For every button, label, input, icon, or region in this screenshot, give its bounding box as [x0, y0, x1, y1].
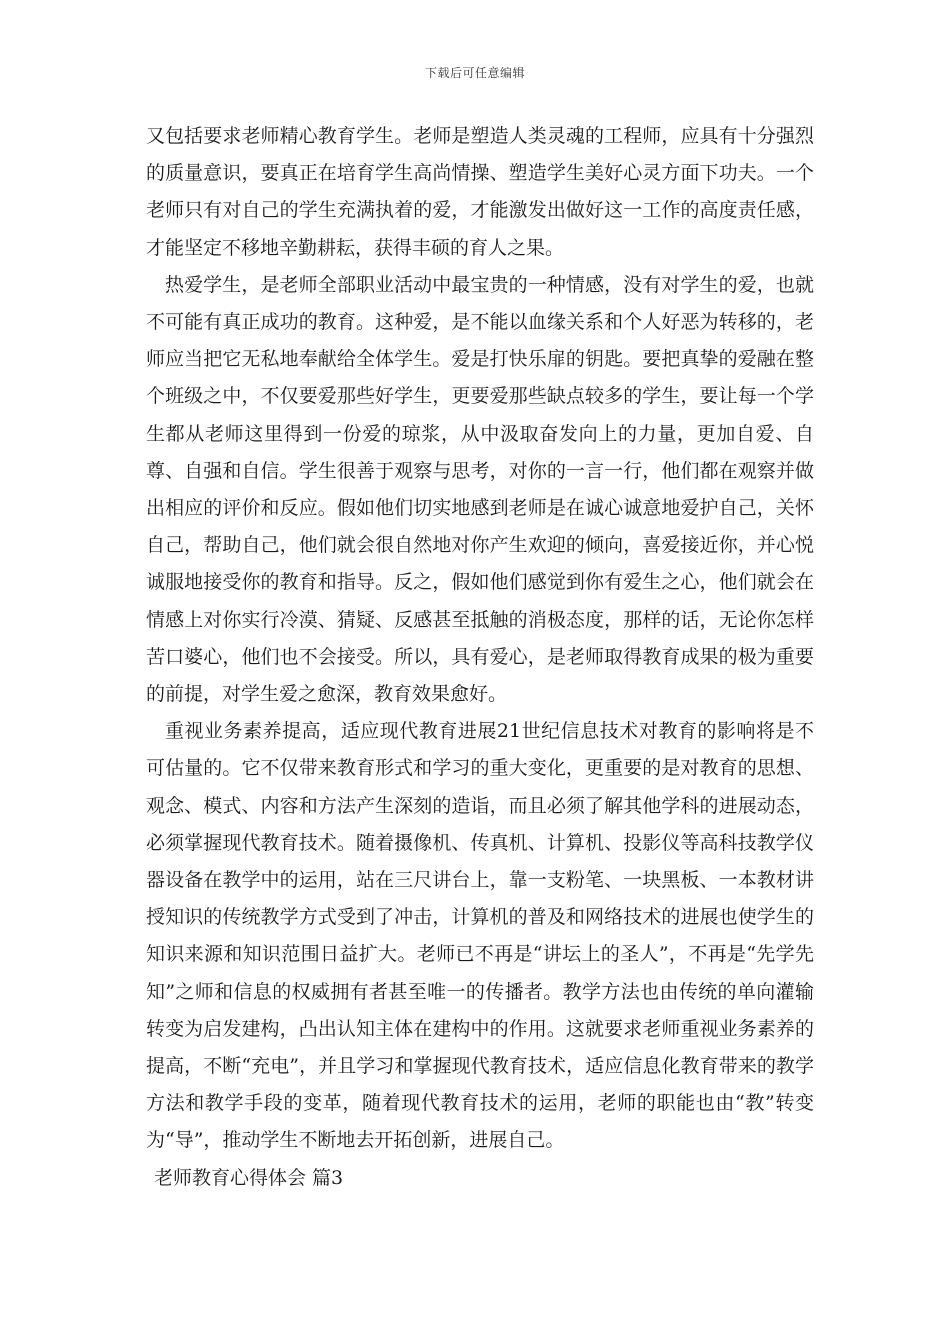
- section-heading: 老师教育心得体会 篇3: [154, 1166, 344, 1189]
- paragraph-2: 热爱学生，是老师全部职业活动中最宝贵的一种情感，没有对学生的爱，也就不可能有真正成功的教育。这种爱，是不能以血缘关系和个人好恶为转移的，老师应当把它无私地奉献给全体学生。爱是打快乐扉的钥匙。要把真挚的爱融在整个班级之中，不仅要爱那些好学生，更要爱那些缺点较多的学生，要让每一个学生都从老师这里得到一份爱的琼浆，从中汲取奋发向上的力量，更加自爱、自尊、自强和自信。学生很善于观察与思考，对你的一言一行，他们都在观察并做出相应的评价和反应。假如他们切实地感到老师是在诚心诚意地爱护自己，关怀自己，帮助自己，他们就会很自然地对你产生欢迎的倾向，喜爱接近你，并心悦诚服地接受你的教育和指导。反之，假如他们感觉到你有爱生之心，他们就会在情感上对你实行冷漠、猜疑、反感甚至抵触的消极态度，那样的话，无论你怎样苦口婆心，他们也不会接受。所以，具有爱心，是老师取得教育成果的极为重要的前提，对学生爱之愈深，教育效果愈好。: [146, 273, 814, 706]
- paragraph-3: 重视业务素养提高，适应现代教育进展21世纪信息技术对教育的影响将是不可估量的。它不仅带来教育形式和学习的重大变化，更重要的是对教育的思想、观念、模式、内容和方法产生深刻的造诣，而且必须了解其他学科的进展动态，必须掌握现代教育技术。随着摄像机、传真机、计算机、投影仪等高科技教学仪器设备在教学中的运用，站在三尺讲台上，靠一支粉笔、一块黑板、一本教材讲授知识的传统教学方式受到了冲击，计算机的普及和网络技术的进展也使学生的知识来源和知识范围日益扩大。老师已不再是“讲坛上的圣人”，不再是“先学先知”之师和信息的权威拥有者甚至唯一的传播者。教学方法也由传统的单向灌输转变为启发建构，凸出认知主体在建构中的作用。这就要求老师重视业务素养的提高，不断“充电”，并且学习和掌握现代教育技术，适应信息化教育带来的教学方法和教学手段的变革，随着现代教育技术的运用，老师的职能也由“教”转变为“导”，推动学生不断地去开拓创新，进展自己。: [146, 720, 814, 1152]
- paragraph-1: 又包括要求老师精心教育学生。老师是塑造人类灵魂的工程师，应具有十分强烈的质量意识，要真正在培育学生高尚情操、塑造学生美好心灵方面下功夫。一个老师只有对自己的学生充满执着的爱，才能激发出做好这一工作的高度责任感，才能坚定不移地辛勤耕耘，获得丰硕的育人之果。: [146, 125, 814, 259]
- document-body: [146, 118, 814, 1197]
- page-header: 下载后可任意编辑: [424, 66, 525, 80]
